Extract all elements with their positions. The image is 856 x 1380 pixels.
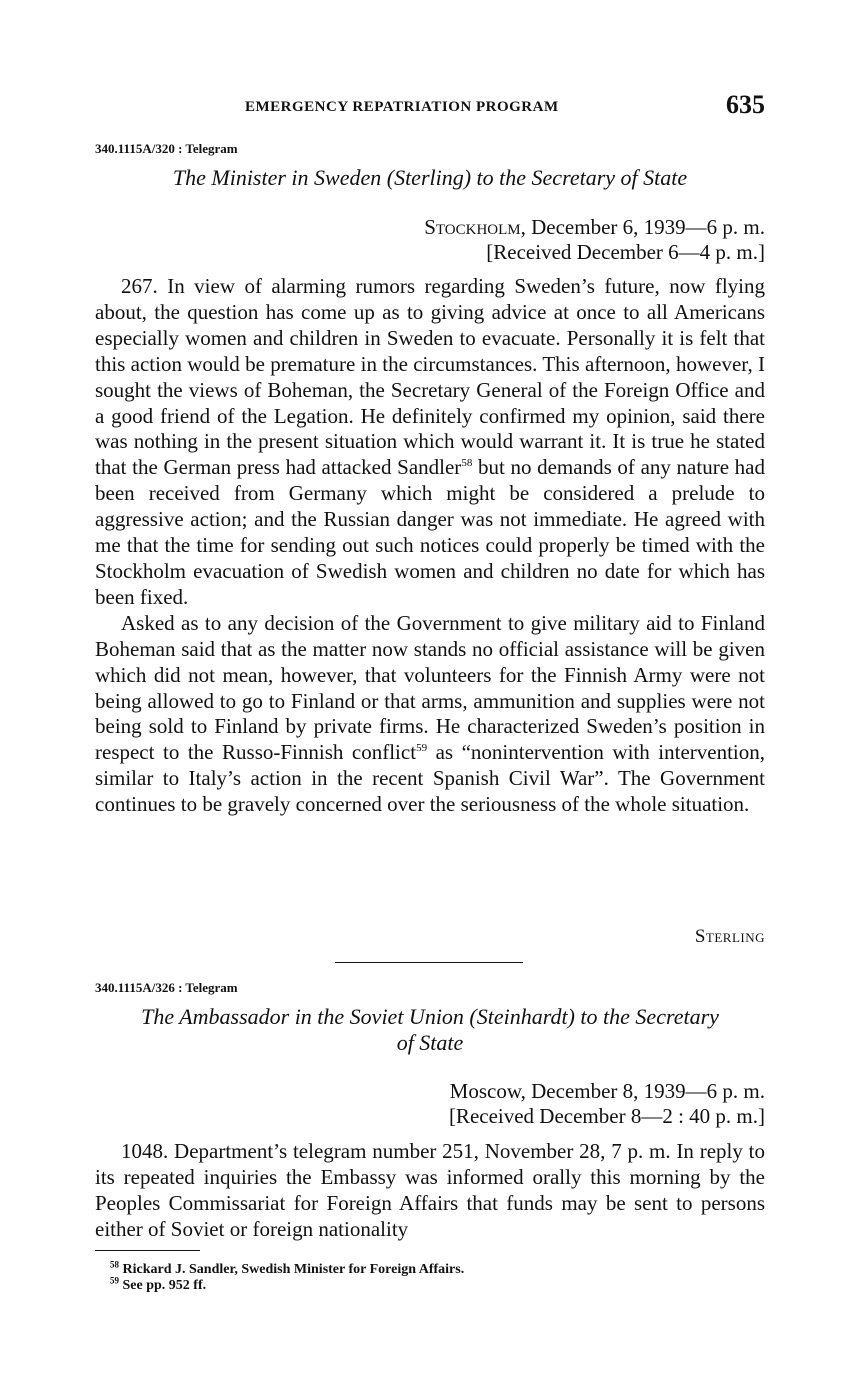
file-reference: 340.1115A/326 : Telegram — [95, 980, 238, 995]
section-divider — [335, 962, 523, 963]
footnote-text: Rickard J. Sandler, Swedish Minister for Foreign Affairs. — [119, 1262, 465, 1277]
paragraph-text: Asked as to any decision of the Government to give military aid to Finland Boheman said that as the matter now stands no official assistance will be given which did not mean, however, that volunteers for the Finnish Army were not being allowed to go to Finland or that arms, ammunition and supplies were not being sold to Finland by private firms. He characterized Sweden’s position in respect to the Russo-Finnish conflict — [95, 610, 765, 765]
page-number: 635 — [726, 90, 765, 119]
signature: Sterling — [694, 926, 765, 947]
telegram-body — [95, 274, 765, 818]
page-header — [95, 90, 765, 124]
paragraph-text: but no demands of any nature had been received from Germany which might be considered a prelude to aggressive action; and the Russian danger was not immediate. He agreed with me that the time for sending out such notices could properly be timed with the Stockholm evacuation of Swedish women and children no date for which has been fixed. — [95, 455, 765, 609]
footnote-ref-58: 58 — [461, 457, 473, 470]
document-title-line: of State — [396, 1030, 464, 1055]
document-title: The Minister in Sweden (Sterling) to the Secretary of State — [172, 165, 688, 190]
paragraph-text: 267. In view of alarming rumors regarding Sweden’s future, now flying about, the question has come up as to giving advice at once to all Americans especially women and children in Sweden to evacuate. Personally it is felt that this action would be premature in the circumstances. This afternoon, however, I sought the views of Boheman, the Secretary General of the Foreign Office and a good friend of the Legation. He definitely confirmed my opinion, said there was nothing in the present situation which would warrant it. It is true he stated that the German press had attacked Sandler — [95, 274, 765, 480]
footnote-mark: 59 — [110, 1275, 119, 1286]
dateline: Moscow, December 8, 1939—6 p. m. — [449, 1079, 765, 1103]
body-paragraph — [95, 274, 765, 611]
body-paragraph: 1048. Department’s telegram number 251, November 28, 7 p. m. In reply to its repeated inquiries the Embassy was informed orally this morning by the Peoples Commissariat for Foreign Affairs that funds may be sent to persons either of Soviet or foreign nationality — [95, 1139, 765, 1241]
dateline-place: Stockholm, — [424, 215, 526, 239]
footnote-mark: 58 — [110, 1259, 119, 1270]
body-paragraph — [95, 611, 765, 818]
footnote-58 — [110, 1259, 465, 1278]
received-line: [Received December 6—4 p. m.] — [486, 240, 765, 264]
running-head: EMERGENCY REPATRIATION PROGRAM — [245, 99, 559, 115]
footnote-text: See pp. 952 ff. — [119, 1278, 207, 1293]
footnote-rule — [95, 1250, 200, 1251]
document-title-line: The Ambassador in the Soviet Union (Steinhardt) to the Secretary — [141, 1004, 719, 1029]
footnote-ref-59: 59 — [416, 742, 428, 755]
dateline-date: December 6, 1939—6 p. m. — [525, 215, 765, 239]
telegram-body — [95, 1139, 765, 1243]
received-line: [Received December 8—2 : 40 p. m.] — [448, 1104, 765, 1128]
dateline — [424, 214, 765, 240]
footnotes — [110, 1259, 465, 1294]
paragraph-text: as “nonintervention with intervention, similar to Italy’s action in the recent Spanish Civil War”. The Government continues to be gravely concerned over the seriousness of the whole situation. — [95, 740, 765, 817]
file-reference: 340.1115A/320 : Telegram — [95, 141, 238, 156]
footnote-59 — [110, 1275, 464, 1294]
